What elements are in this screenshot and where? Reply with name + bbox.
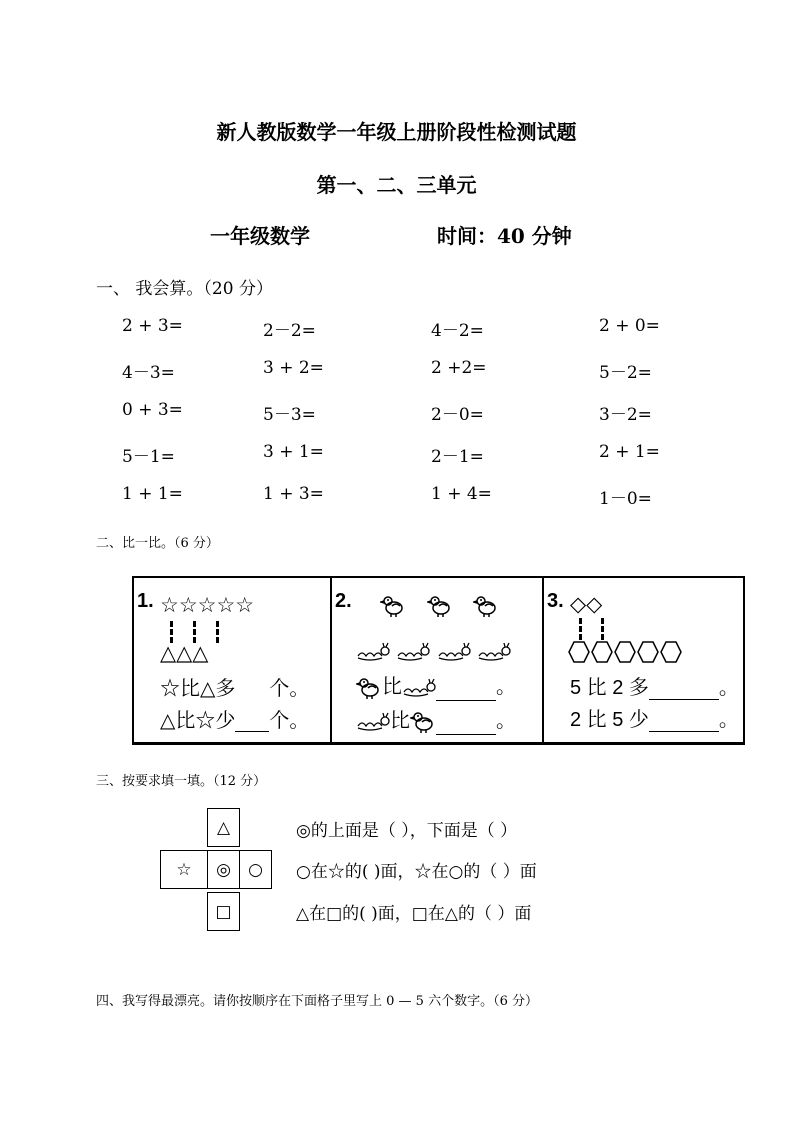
grid-top-cell: △ xyxy=(207,808,240,847)
grid-center-cell: ◎ xyxy=(207,850,240,889)
position-question-3: △在□的( )面，□在△的（ ）面 xyxy=(296,904,532,924)
bird-icon xyxy=(427,593,453,619)
page-title: 新人教版数学一年级上册阶段性检测试题 xyxy=(216,120,577,144)
grid-right-cell: ○ xyxy=(239,850,272,889)
calc-problem[interactable]: 1 + 3= xyxy=(263,484,324,504)
question-text: 5 比 2 多 xyxy=(570,677,649,699)
worms-row xyxy=(356,638,511,662)
worm-icon xyxy=(402,678,436,698)
bird-icon xyxy=(380,593,406,619)
match-line xyxy=(579,618,582,640)
calc-problem[interactable]: 5－3= xyxy=(263,405,316,425)
calc-problem[interactable]: 2 + 0= xyxy=(599,316,660,336)
match-line xyxy=(193,621,196,643)
panel1-question1 xyxy=(160,676,309,700)
worm-icon xyxy=(437,642,471,662)
section1-heading: 一、 我会算。（20 分） xyxy=(96,279,273,299)
calc-problem[interactable]: 1 + 1= xyxy=(122,484,183,504)
match-line xyxy=(170,621,173,643)
section2-heading: 二、比一比。（6 分） xyxy=(96,536,219,551)
calc-problem[interactable]: 0 + 3= xyxy=(122,400,183,420)
question-text: 2 比 5 少 xyxy=(570,709,649,731)
question-end: 。 xyxy=(496,708,516,732)
compare-word: 比 xyxy=(390,708,410,732)
calc-problem[interactable]: 3－2= xyxy=(599,405,652,425)
question-end: 。 xyxy=(718,677,739,699)
stars-row: ☆☆☆☆☆ xyxy=(160,593,255,617)
triangles-row: △△△ xyxy=(160,641,209,665)
panel-number: 2. xyxy=(335,590,352,612)
grid-bottom-cell: □ xyxy=(207,892,240,931)
bird-icon xyxy=(473,593,499,619)
calc-problem[interactable]: 4－2= xyxy=(431,321,484,341)
panel2-question2 xyxy=(356,708,516,735)
panel-number: 3. xyxy=(547,590,564,612)
diamonds-row: ◇◇ xyxy=(570,592,603,616)
answer-blank[interactable] xyxy=(235,712,269,732)
question-end: 。 xyxy=(718,709,739,731)
birds-row xyxy=(380,592,499,619)
compare-word: 比 xyxy=(382,674,402,698)
calc-problem[interactable]: 2 + 1= xyxy=(599,442,660,462)
calc-problem[interactable]: 3 + 2= xyxy=(263,358,324,378)
compare-box xyxy=(132,576,745,745)
compare-panel-2 xyxy=(332,578,544,742)
match-line xyxy=(601,618,604,640)
answer-blank[interactable] xyxy=(649,680,719,700)
compare-panel-1 xyxy=(134,578,332,742)
bird-icon xyxy=(410,709,436,735)
panel1-question2 xyxy=(160,708,309,732)
question-text: ☆比△多 xyxy=(160,676,236,700)
hexagons-row xyxy=(568,640,688,664)
panel2-question1 xyxy=(356,674,516,701)
grid-left-cell: ☆ xyxy=(160,850,208,889)
calc-problem[interactable]: 5－1= xyxy=(122,447,175,467)
calc-problem[interactable]: 2－1= xyxy=(431,447,484,467)
position-question-1: ◎的上面是（ ），下面是（ ） xyxy=(296,821,518,841)
panel3-question1 xyxy=(570,676,739,700)
question-end: 个。 xyxy=(269,708,310,732)
question-text: △比☆少 xyxy=(160,708,236,732)
worm-icon xyxy=(396,642,430,662)
answer-blank[interactable] xyxy=(436,715,496,735)
calc-problem[interactable]: 5－2= xyxy=(599,363,652,383)
calc-problem[interactable]: 2 +2= xyxy=(431,358,487,378)
question-end: 。 xyxy=(496,674,516,698)
section4-heading: 四、我写得最漂亮。请你按顺序在下面格子里写上 0 — 5 六个数字。（6 分） xyxy=(96,994,538,1009)
compare-panel-3 xyxy=(544,578,743,742)
panel3-question2 xyxy=(570,708,739,732)
answer-blank[interactable] xyxy=(436,681,496,701)
calc-problem[interactable]: 2－0= xyxy=(431,405,484,425)
calc-problem[interactable]: 4－3= xyxy=(122,363,175,383)
bird-icon xyxy=(356,675,382,701)
calc-problem[interactable]: 2－2= xyxy=(263,321,316,341)
grade-label: 一年级数学 xyxy=(210,224,310,248)
position-question-2: ○在☆的( )面，☆在○的（ ）面 xyxy=(296,862,537,882)
question-end: 个。 xyxy=(269,676,310,700)
match-line xyxy=(216,621,219,643)
worm-icon xyxy=(356,642,390,662)
worm-icon xyxy=(477,642,511,662)
calc-problem[interactable]: 3 + 1= xyxy=(263,442,324,462)
calc-problem[interactable]: 1 + 4= xyxy=(431,484,492,504)
calc-problem[interactable]: 1－0= xyxy=(599,489,652,509)
answer-blank[interactable] xyxy=(649,712,719,732)
time-label: 时间：40 分钟 xyxy=(437,224,572,248)
section3-heading: 三、按要求填一填。（12 分） xyxy=(96,774,267,789)
worm-icon xyxy=(356,712,390,732)
panel-number: 1. xyxy=(137,590,154,612)
calc-problem[interactable]: 2 + 3= xyxy=(122,316,183,336)
page-subtitle: 第一、二、三单元 xyxy=(316,173,477,197)
